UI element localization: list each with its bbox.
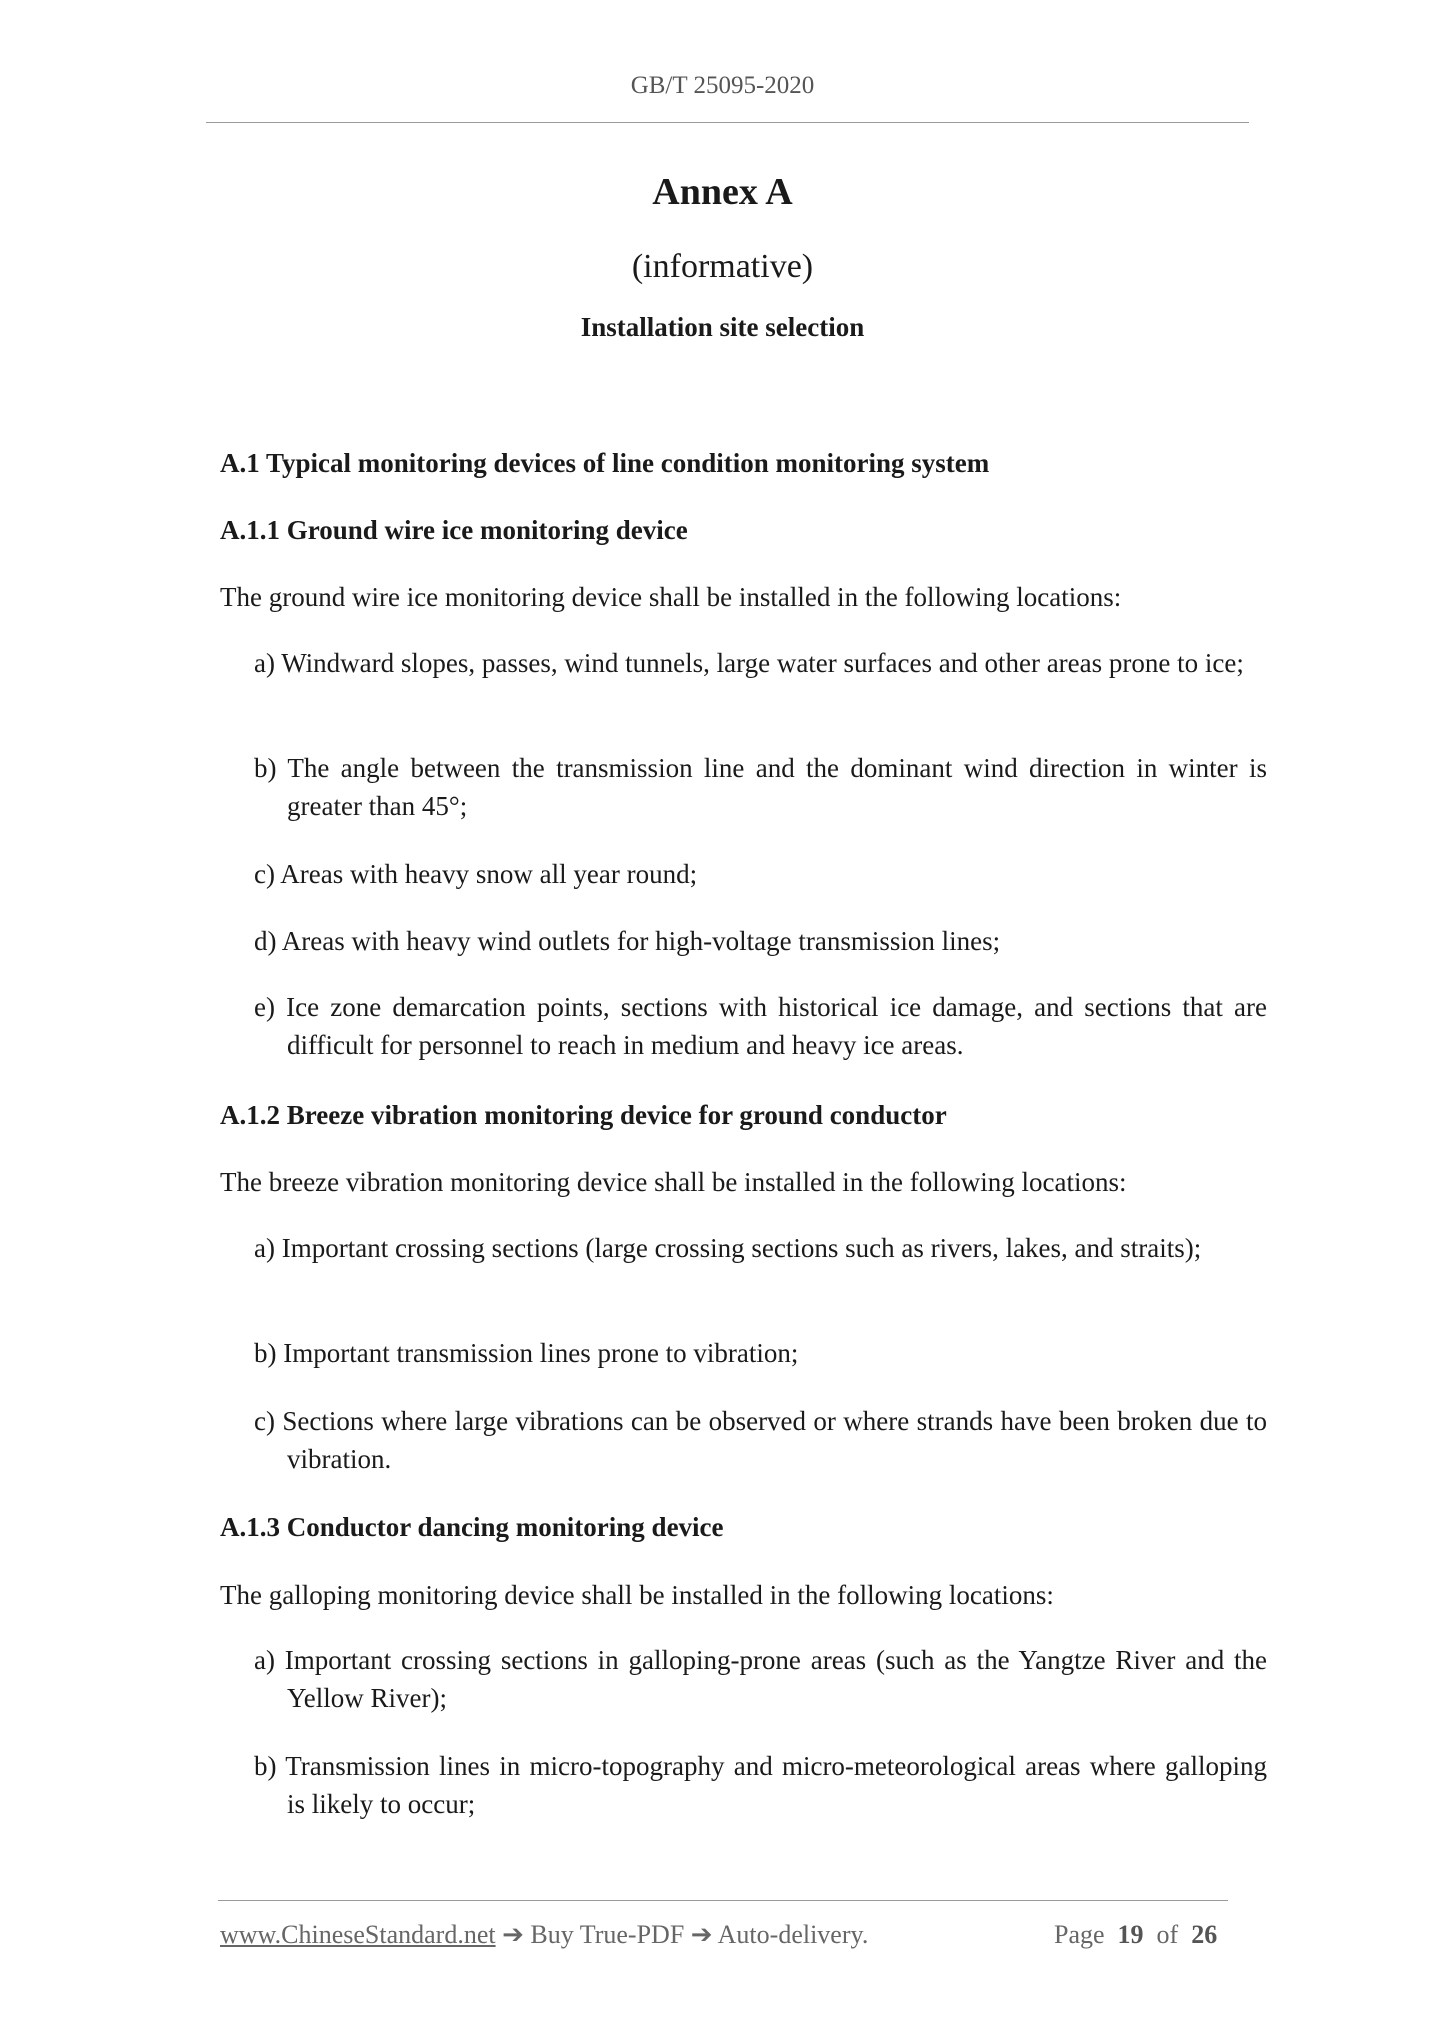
site-link[interactable]: www.ChineseStandard.net xyxy=(220,1920,496,1949)
page-total: 26 xyxy=(1191,1920,1218,1949)
list-item: a) Important crossing sections (large crossing sections such as rivers, lakes, and straits); xyxy=(254,1233,1202,1263)
list-item: b) The angle between the transmission line and the dominant wind direction in winter is greater than 45°; xyxy=(254,753,1267,821)
section-a1-2-intro: The breeze vibration monitoring device shall be installed in the following locations: xyxy=(220,1167,1127,1197)
delivery-text: Auto-delivery. xyxy=(712,1920,869,1949)
list-item: b) Important transmission lines prone to vibration; xyxy=(254,1338,799,1368)
page-current: 19 xyxy=(1117,1920,1144,1949)
header-divider xyxy=(206,122,1249,123)
arrow-right-icon: ➔ xyxy=(502,1920,524,1949)
section-a1-3-heading: A.1.3 Conductor dancing monitoring device xyxy=(220,1512,724,1542)
annex-subject: Installation site selection xyxy=(580,312,865,342)
footer-divider xyxy=(218,1900,1228,1901)
annex-type: (informative) xyxy=(631,248,814,285)
of-label: of xyxy=(1156,1920,1179,1949)
document-header-code: GB/T 25095-2020 xyxy=(630,72,815,99)
list-item: d) Areas with heavy wind outlets for high-voltage transmission lines; xyxy=(254,926,1001,956)
list-item: c) Areas with heavy snow all year round; xyxy=(254,859,698,889)
page-indicator xyxy=(1054,1920,1217,1950)
footer-promo xyxy=(220,1920,868,1950)
list-item: a) Important crossing sections in galloping-prone areas (such as the Yangtze River and the Yellow River); xyxy=(254,1645,1267,1713)
section-a1-heading: A.1 Typical monitoring devices of line condition monitoring system xyxy=(220,448,990,478)
section-a1-1-intro: The ground wire ice monitoring device shall be installed in the following locations: xyxy=(220,582,1122,612)
section-a1-1-heading: A.1.1 Ground wire ice monitoring device xyxy=(220,515,688,545)
list-item: e) Ice zone demarcation points, sections with historical ice damage, and sections that are difficult for personnel to reach in medium and heavy ice areas. xyxy=(254,992,1267,1060)
section-a1-3-intro: The galloping monitoring device shall be installed in the following locations: xyxy=(220,1580,1054,1610)
list-item: a) Windward slopes, passes, wind tunnels, large water surfaces and other areas prone to ice; xyxy=(254,648,1244,678)
page-label: Page xyxy=(1054,1920,1105,1949)
section-a1-2-heading: A.1.2 Breeze vibration monitoring device for ground conductor xyxy=(220,1100,947,1130)
list-item: c) Sections where large vibrations can be observed or where strands have been broken due to vibration. xyxy=(254,1406,1267,1474)
buy-text: Buy True-PDF xyxy=(523,1920,691,1949)
annex-title: Annex A xyxy=(652,171,793,213)
list-item: b) Transmission lines in micro-topography and micro-meteorological areas where galloping is likely to occur; xyxy=(254,1751,1267,1819)
arrow-right-icon: ➔ xyxy=(690,1920,713,1949)
